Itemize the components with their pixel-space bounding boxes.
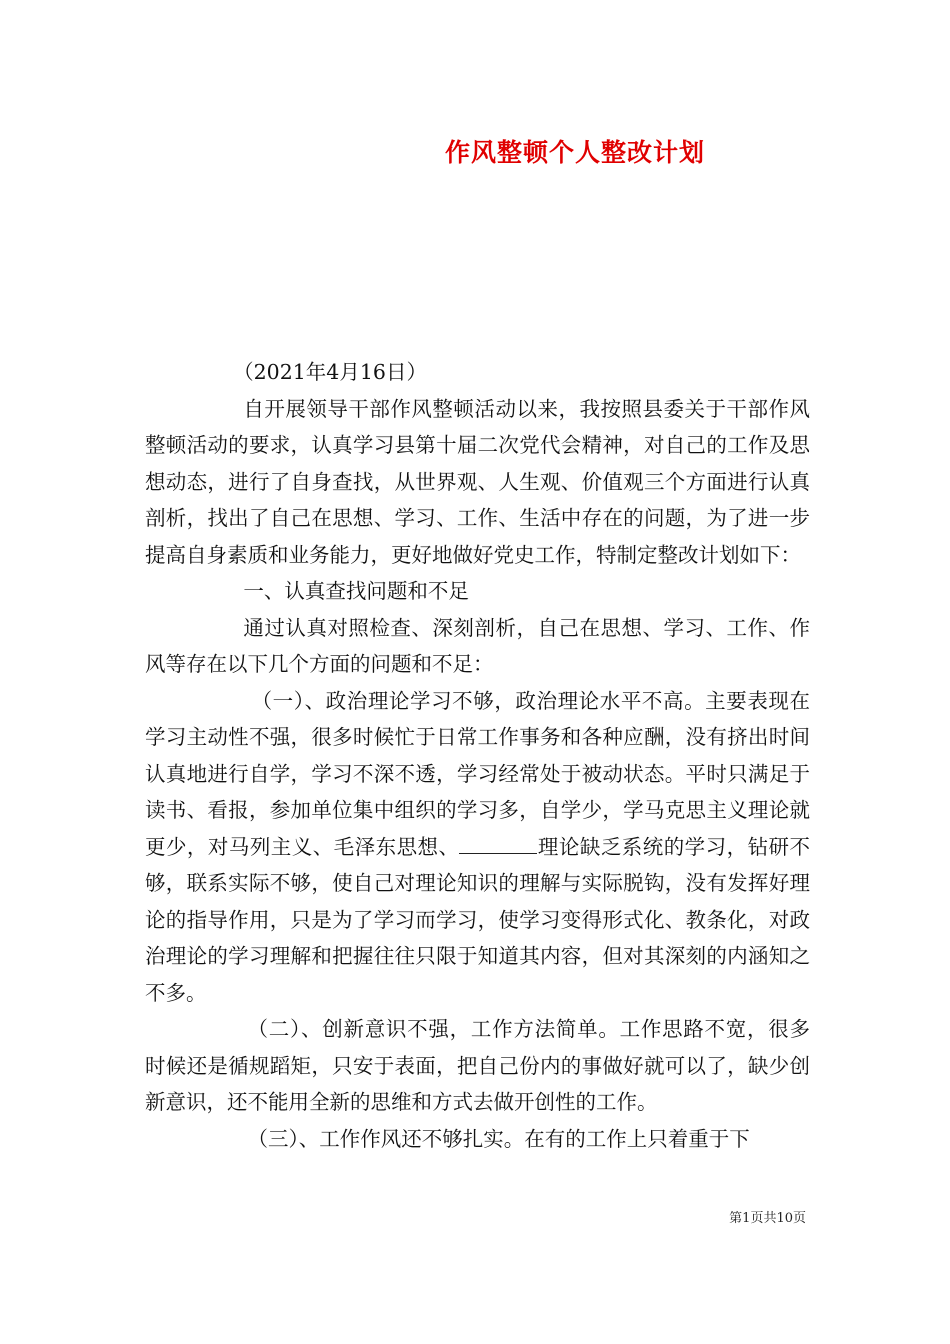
paragraph-item-1-continued: 理论缺乏系统的学习，钻研不够，联系实际不够，使自己对理论知识的理解与实际脱钩，没有发挥好理论的指导作用，只是为了学习而学习，使学习变得形式化、教条化，对政治理论的学习理解和把握往往只限于知道其内容，但对其深刻的内涵知之不多。 [145, 834, 811, 1005]
page-footer: 第1页共10页 [729, 1211, 806, 1226]
paragraph-intro: 自开展领导干部作风整顿活动以来，我按照县委关于干部作风整顿活动的要求，认真学习县第十届二次党代会精神，对自己的工作及思想动态，进行了自身查找，从世界观、人生观、价值观三个方面进行认真剖析，找出了自己在思想、学习、工作、生活中存在的问题，为了进一步提高自身素质和业务能力，更好地做好党史工作，特制定整改计划如下： [145, 396, 810, 567]
paragraph-item-2: （二）、创新意识不强，工作方法简单。工作思路不宽，很多时候还是循规蹈矩，只安于表面，把自己份内的事做好就可以了，缺少创新意识，还不能用全新的思维和方式去做开创性的工作。 [145, 1017, 810, 1114]
section-heading-1: 一、认真查找问题和不足 [243, 579, 469, 603]
document-date: （2021年4月16日） [233, 360, 427, 384]
paragraph-item-1 [145, 683, 810, 1012]
paragraph-overview: 通过认真对照检查、深刻剖析，自己在思想、学习、工作、作风等存在以下几个方面的问题和不足： [145, 615, 810, 676]
document-body [145, 354, 810, 1157]
blank-underline [459, 830, 537, 854]
paragraph-item-3: （三）、工作作风还不够扎实。在有的工作上只着重于下 [247, 1126, 750, 1151]
paragraph-item-1-text: （一）、政治理论学习不够，政治理论水平不高。主要表现在学习主动性不强，很多时候忙于日常工作事务和各种应酬，没有挤出时间认真地进行自学，学习不深不透，学习经常处于被动状态。平时只满足于读书、看报，参加单位集中组织的学习多，自学少，学马克思主义理论就更少，对马列主义、毛泽东思想、 [145, 688, 810, 859]
document-title: 作风整顿个人整改计划 [444, 138, 705, 167]
